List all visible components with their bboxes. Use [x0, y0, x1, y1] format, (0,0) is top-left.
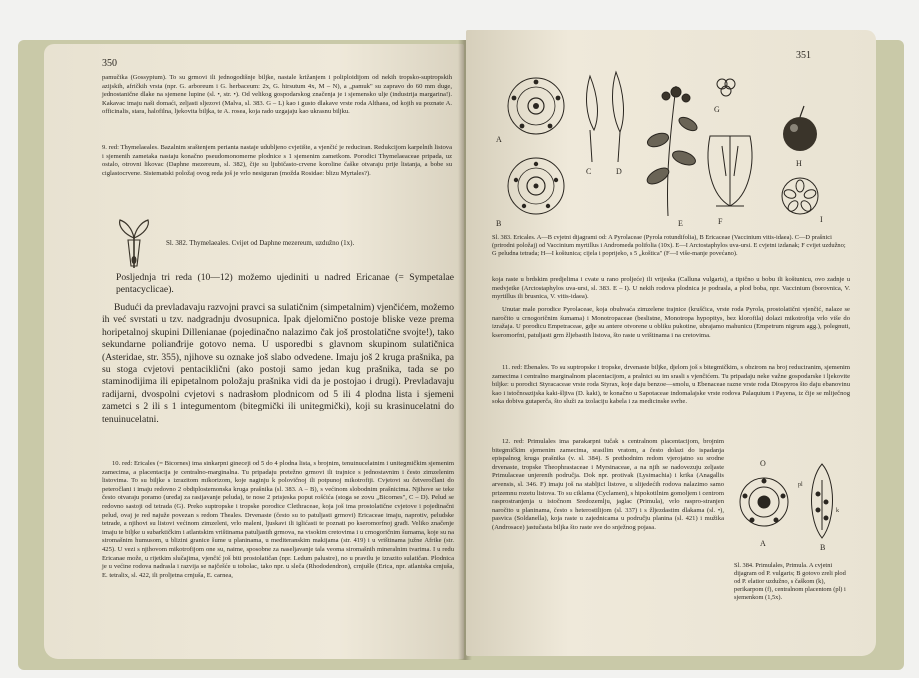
order-12-primulales: 12. red: Primulales ima parakarpni tučak s centralnom placentacijom, brojnim bitegmičkim sjemenim zamecima, srasilim vratom, a često dolazi do ispadanja epispalnog kruga prašnika (v. sl. 384). S prethodnim redom vjerojatno su srodne drvenaste, tropske Theophrastaceae i Myrsinaceae, a na njih se nadovezuju zeljaste Primulaceae unjerenih područja. Dok npr. protivak (Lysimachia) i krika (Anagallis arvensis, sl. 346. F) imaju još na stabljici listove, u slijedećih rodova nalazimo samo prizemnu rozetu listova. To su ciklama (Cyclamen), s hipokotilnim gomoljem i centrom rasprostranjenja u istočnom Sredozemlju, jaglac (Primula), vrlo raspro-stranjen naročito u planinama, često s heterostilijom (sl. 337) i s žljezdastim dlakama (sl. •), pasvica (Soldanella), koja raste u zajednicama u području planina (sl. 421) i mužika (Androsace) jastučasta biljka što raste sve do snježnog pojasa.: [492, 438, 724, 531]
fig-letter-i: I: [820, 215, 823, 224]
fig384-label-pl: pl: [798, 482, 803, 488]
order-9-thymelaeales: 9. red: Thymelaeales. Bazalnim sraštenjem perianta nastaje udubljeno cvjetište, a vjenčić je reduciran. Redukcijom karpelnih listova i sjemenih zametaka nastaju konačno pseudomonomerne plodnice s 1 sjemenim zametkom. Porodici Thymelaeaceae pripada, uz ostalo, otrovni likovac (Daphne mezereum, sl. 382), čije su ljubičasto-crvene koroline čaške otvaraju prije listanja, a bobe su ciglastocrvene. Sistematski položaj ovog reda još je vrlo nesiguran (možda Rosidae: blizu Myrtales?).: [102, 144, 452, 177]
drupe-icon: [783, 106, 817, 151]
fig384-label-k: k: [836, 508, 839, 514]
fig-letter-f: F: [718, 217, 723, 226]
ericanae-description: Budući da prevladavaju razvojni pravci sa sulatičnim (simpetalnim) vjenčićem, možemo ih već svrstati u tzv. nadgradnju dvosupnica. Ipak djelomično postoje bliske veze prema horipetalnoj skupini Dillenianae (pojedinačno nalazimo čak još prostolatične svojte!), tako sekundarne polianđrije gotovo nema. U usporedbi s glavnom skupinom sulatičnica (Asteridae, str. 355), njihove su oznake još slabo odvedene. Imaju još 2 kruga prašnika, pa su stoga cvjetovi pentaciklični (ako postoji samo jedan kug prašnika, tada se po staminodijima ili epipetalnom položaju prašnika vidi da je postojao i drugi). Prevladavaju radijarni, dvospolni cvjetovi s nadrasłom plodnicom od 5 ili 4 plodna lista i sjemeni zametci s 2 ili s 1 integumentom (bitegmički ili unitegmički), koji su krasinucelatni do tenuinucelatni.: [102, 302, 454, 425]
primula-fruit-icon: [812, 464, 833, 538]
order-10-ericales: 10. red: Ericales (= Bicornes) ima sinkarpni gineceji od 5 do 4 plodna lista, s brojnim, tenuinucelatnim i unitegmičkim sjemenim zamecima, a placentacija je centralno-marginalna. Tu pripadaju pretežno grmovi ili trajnice s jednostavnim i često zimzelenim listovima. To su biljke s izrazitom mikorizom, koje naginju k polovičnoj ili potpunoj mikotrofiji. Cvjetovi su četveročlani do peteročlani i imaju redovno 2 obdiplostemonska kruga prašnika (sl. 383. A – B), s većinom slobodnim prašnicima. Njihove se teke često otvaraju poramo (uređaj za rasijavanje peluda), te nose 2 prisjeska poput rošćića (stoga se zovu „Bicornes", C – D). Pelud se redovno sastoji od tetrada (G). Preko suptropske i tropske porodice Clethraceae, koja još ima prostolatične cvjetove i pojedinačni pelud, ovaj je red najuže povezan s redom Theales. Drvenaste (često su to patuljasti grmovi) Ericaceae imaju, naprotiv, peludske tetrade, a njihovi su listovi većinom zimzeleni, vrlo maleni, ljuskavi ili iglićasti te poznati po kseromorfnoj građi. Veliko značenje imaju te biljke u subarktičkim i atlantskim vrištinama patuljastih grmova, na visokim cretovima i u crnogoričnim šumama, koje su na siromašnim humusom, u blizini granice šume u planinama, u mediteranskim makijama (str. 419) i u vrištinama južne Afrike (str. 425). U vezi s njihovom mikotrofijom one su, naime, sposobne za naseljavanje tala veoma siromašnih mineralnim tvarima. I u redu Ericanae može, u rijetkim slučajima, vjenčić još biti prostolatičan (npr. Ledum palustre), no u pravilu je izrazito sulatičan. Plodnica je u većine rodova nadrasla i razvija se najčešće u tobolac, tako npr. u sleča (Rhododendron), crnjušle (Erica, npr. atlantska crnjuša, E. tetralix, sl. 422, ili proljetna crnjuša, E. carnea,: [102, 460, 454, 579]
fig-letter-c: C: [586, 167, 592, 176]
order-11-ebenales: 11. red: Ebenales. To su suptropske i tropske, drvenaste biljke, djelom još s bitegmičkim, s obzirom na broj reduciranim, sjemenim zamecima i centralno marginalnom placentacijom, a pralnici su im srasli s vjenčićem. Tu pripadaju neke važne gospodarske i ljekovite biljke: u porodici Styracaceae vrste roda Styrax, koje daju benzoe—smolu, u Ebenaceae razne vrste roda Diospyros što daju ebanovinu kao i istočnoazijska kaki-šljiva (D. kaki), te konačno u Sapotaceae indomalajske vrste rodova Palaquium i Payena, iz čije se mliječnog soka dobiva gutaperča, što služi za izolaciju kabela i za medicinske svrhe.: [492, 364, 850, 406]
figure-384-caption: Sl. 384. Primulales, Primula. A cvjetni dijagram od P. vulgaris; B gotovo zreli plod od P. elatior uzdužno, s čaškom (k), perikarpom (f), centralnom placentom (pl) i sjemenkom (1,5x).: [734, 562, 846, 601]
daphne-flower-icon: [114, 216, 154, 272]
pyrolaceae-paragraph: Unutar male porodice Pyrolaceae, koja obuhvaća zimzelene trajnice (kruščica, vrste roda Pyrola, prostolatični vjenčić, nalaze se naročito u crnogoričnim šumama) i Monotropaceae (beslistne, Monotropa hypopitys, bez klorofila) dolazi mikotrofija vrlo više do izražaja. U porodicu Empetraceae, gdje su antere otvorene u obliku pukotine, ubrajamo mahunicu (Empetrum nigrum agg.), polegnuti, kseromorfni, patuljasti grm žljebastih listova, što raste u vrištinama i na cretovima.: [492, 306, 850, 339]
figure-383-ericales: [490, 66, 850, 232]
floral-diagram-a-icon: [508, 78, 564, 134]
arctostaphylos-sprig-icon: [645, 86, 700, 216]
fig-letter-h: H: [796, 159, 802, 168]
figure-382-caption: Sl. 382. Thymelaeales. Cvijet od Daphne mezereum, uzdužno (1x).: [166, 239, 355, 247]
fig384-letter-b: B: [820, 543, 826, 552]
fig-letter-b: B: [496, 219, 502, 228]
fig-letter-g: G: [714, 105, 720, 114]
page-number-left: 350: [102, 58, 117, 69]
top-paragraph: pamučika (Gossypium). To su grmovi ili jednogodišnje biljke, nastale križanjem i poliploidijom od nekih tropsko-suptropskih azijskih, afričkih vrsta (npr. G. arboreum i G. herbaceum: 2x, G. hirsutum 4x, M – N), a „pamuk" su zapravo do 60 mm duge, jednostanične dlake na sjemene lupine (sl. •, str. •). Od velikog gospodarskog značenja je i sjemensko ulje (industrija margarina!). Kakavac imaju naši domaći, zeljasti sljezovi (Malva, sl. 383. G – L) kao i gusto dlakave vrste roda Althaea, od kojih su poznate A. officinalis, stara, halofilna, ljekovita biljka, te A. rosea, koja rado uzgajaju kao ukrasnu biljku.: [102, 74, 452, 116]
page-number-right: 351: [796, 50, 811, 61]
ericales-continued: koja raste u brdskim predjelima i cvate u rano proljeće) ili vrijeska (Calluna vulgaris), a tipično u bobu ili koštunicu, ovo zadnje u medvjetke (Arctostaphylos uva-ursi, sl. 383. E – I). U nekih rodova plodnica je podrasla, a plod boba, npr. Vaccinium (borovnica, V. myrtillus ili brusnica, V. vitis-idaea).: [492, 276, 850, 301]
fig384-letter-a: A: [760, 539, 766, 548]
fig-letter-e: E: [678, 219, 683, 228]
figure-383-caption: Sl. 383. Ericales. A—B cvjetni dijagrami od: A Pyrolaceae (Pyrola rotundifolia), B Ericaceae (Vaccinium vitis-idaea). C—D prašnici (prirodni položaj) od Vaccinium myrtillus i Andromeda polifolia (10x). E—I Arctostaphylos uva-ursi. E cvjetni izdanak; F cvijet uzdužno; G peludna tetrada; H—I koštunica; cijela i poprijeko, s 5 „koštica" (F—I više-manje povećano).: [492, 234, 846, 257]
drupe-cross-section-icon: [782, 178, 818, 214]
figure-384-primula: [734, 450, 852, 560]
fig384-letter-a-top: O: [760, 459, 766, 468]
right-page: [466, 30, 876, 656]
floral-diagram-b-icon: [508, 158, 564, 214]
pollen-tetrad-icon: [717, 79, 735, 96]
fig-letter-d: D: [616, 167, 622, 176]
primula-floral-diagram-icon: [740, 478, 788, 526]
ericanae-intro: Posljednja tri reda (10—12) možemo ujediniti u nadred Ericanae (= Sympetalae pentacyclicae).: [116, 272, 454, 296]
left-page: [44, 44, 464, 659]
flower-section-icon: [708, 136, 752, 206]
fig-letter-a: A: [496, 135, 502, 144]
stamen-icon: [587, 72, 624, 162]
